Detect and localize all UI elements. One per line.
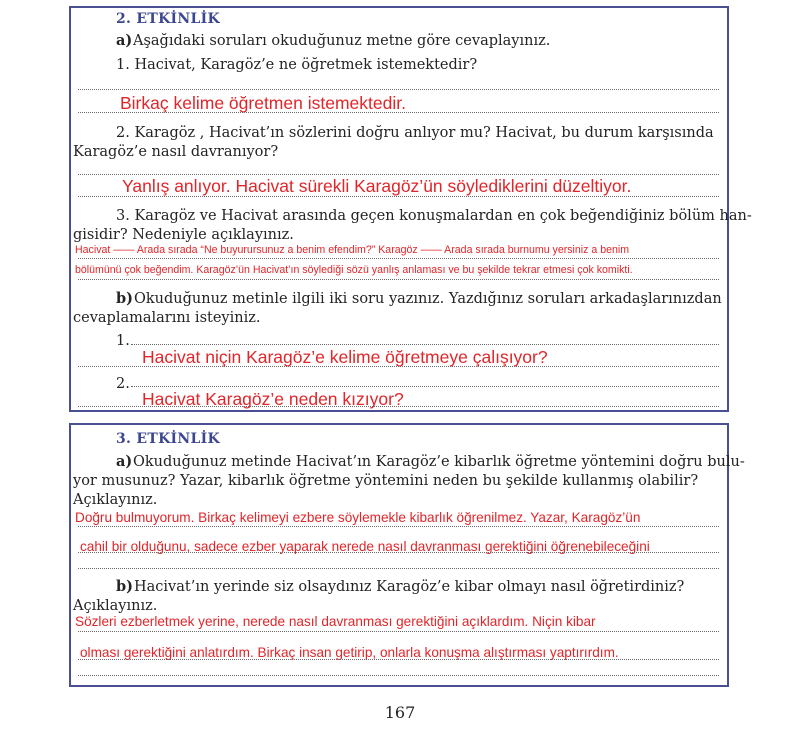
answer-line bbox=[78, 196, 719, 197]
activity-2-heading: 2. ETKİNLİK bbox=[116, 11, 220, 27]
question-1: 1. Hacivat, Karagöz’e ne öğretmek istemektedir? bbox=[116, 57, 478, 73]
part-a-instruction: Aşağıdaki soruları okuduğunuz metne göre cevaplayınız. bbox=[133, 33, 551, 49]
answer-line bbox=[78, 258, 719, 259]
part-a-label: a) bbox=[116, 453, 133, 470]
activity-3-heading: 3. ETKİNLİK bbox=[116, 431, 220, 447]
answer-line bbox=[78, 112, 719, 113]
question-2-line-2: Karagöz’e nasıl davranıyor? bbox=[73, 144, 279, 160]
answer-line bbox=[78, 366, 719, 367]
question-2-line-1: 2. Karagöz , Hacivat’ın sözlerini doğru anlıyor mu? Hacivat, bu durum karşısında bbox=[116, 125, 714, 141]
answer-a-line-1: Doğru bulmuyorum. Birkaç kelimeyi ezbere söylemekle kibarlık öğrenilmez. Yazar, Karagöz’ün bbox=[75, 510, 641, 525]
question-3-line-2: gisidir? Nedeniyle açıklayınız. bbox=[73, 227, 294, 243]
question-b-line-1: Hacivat’ın yerinde siz olsaydınız Karagöz’e kibar olmayı nasıl öğretirdiniz? bbox=[134, 579, 685, 595]
answer-line bbox=[78, 631, 719, 632]
part-a-label: a) bbox=[116, 32, 133, 49]
answer-3-line-1: Hacivat —— Arada sırada “Ne buyurursunuz a benim efendim?” Karagöz —— Arada sırada burnumu yersiniz a benim bbox=[75, 244, 630, 256]
answer-line bbox=[78, 89, 719, 90]
part-b-instruction-line-1: Okuduğunuz metinle ilgili iki soru yazınız. Yazdığınız soruları arkadaşlarınızdan bbox=[134, 291, 722, 307]
answer-line bbox=[78, 675, 719, 676]
question-a-line-3: Açıklayınız. bbox=[73, 492, 158, 508]
part-b-label: b) bbox=[116, 290, 133, 307]
answer-line bbox=[131, 344, 719, 345]
answer-3-line-2: bölümünü çok beğendim. Karagöz’ün Hacivat’ın söylediği sözü yanlış anlaması ve bu şekilde tekrar etmesi çok komikti. bbox=[75, 264, 633, 276]
answer-line bbox=[78, 526, 719, 527]
answer-b-line-1: Sözleri ezberletmek yerine, nerede nasıl davranması gerektiğini açıklardım. Niçin kibar bbox=[75, 614, 596, 629]
answer-2: Yanlış anlıyor. Hacivat sürekli Karagöz’ün söylediklerini düzeltiyor. bbox=[122, 176, 632, 196]
question-3-line-1: 3. Karagöz ve Hacivat arasında geçen konuşmalardan en çok beğendiğiniz bölüm han- bbox=[116, 208, 752, 224]
question-a-line-1: Okuduğunuz metinde Hacivat’ın Karagöz’e kibarlık öğretme yöntemini doğru bulu- bbox=[133, 454, 745, 470]
question-number-2: 2. bbox=[116, 376, 130, 392]
answer-a-line-2: cahil bir olduğunu, sadece ezber yaparak nerede nasıl davranması gerektiğini öğrenebileceğini bbox=[80, 539, 650, 554]
part-b-label: b) bbox=[116, 578, 133, 595]
answer-line bbox=[78, 552, 719, 553]
answer-line bbox=[78, 568, 719, 569]
answer-line bbox=[78, 279, 719, 280]
part-b-instruction-line-2: cevaplamalarını isteyiniz. bbox=[73, 310, 261, 326]
answer-1: Birkaç kelime öğretmen istemektedir. bbox=[120, 93, 406, 113]
answer-line bbox=[78, 659, 719, 660]
answer-line bbox=[78, 174, 719, 175]
page-number: 167 bbox=[384, 703, 416, 722]
question-a-line-2: yor musunuz? Yazar, kibarlık öğretme yöntemini neden bu şekilde kullanmış olabilir? bbox=[73, 473, 699, 489]
answer-line bbox=[131, 386, 719, 387]
question-number-1: 1. bbox=[116, 333, 130, 349]
answer-line bbox=[78, 406, 719, 407]
student-question-1: Hacivat niçin Karagöz’e kelime öğretmeye çalışıyor? bbox=[142, 347, 548, 367]
student-question-2: Hacivat Karagöz’e neden kızıyor? bbox=[142, 389, 404, 409]
question-b-line-2: Açıklayınız. bbox=[73, 598, 158, 614]
answer-b-line-2: olması gerektiğini anlatırdım. Birkaç insan getirip, onlarla konuşma alıştırması yaptırırdım. bbox=[80, 645, 619, 660]
